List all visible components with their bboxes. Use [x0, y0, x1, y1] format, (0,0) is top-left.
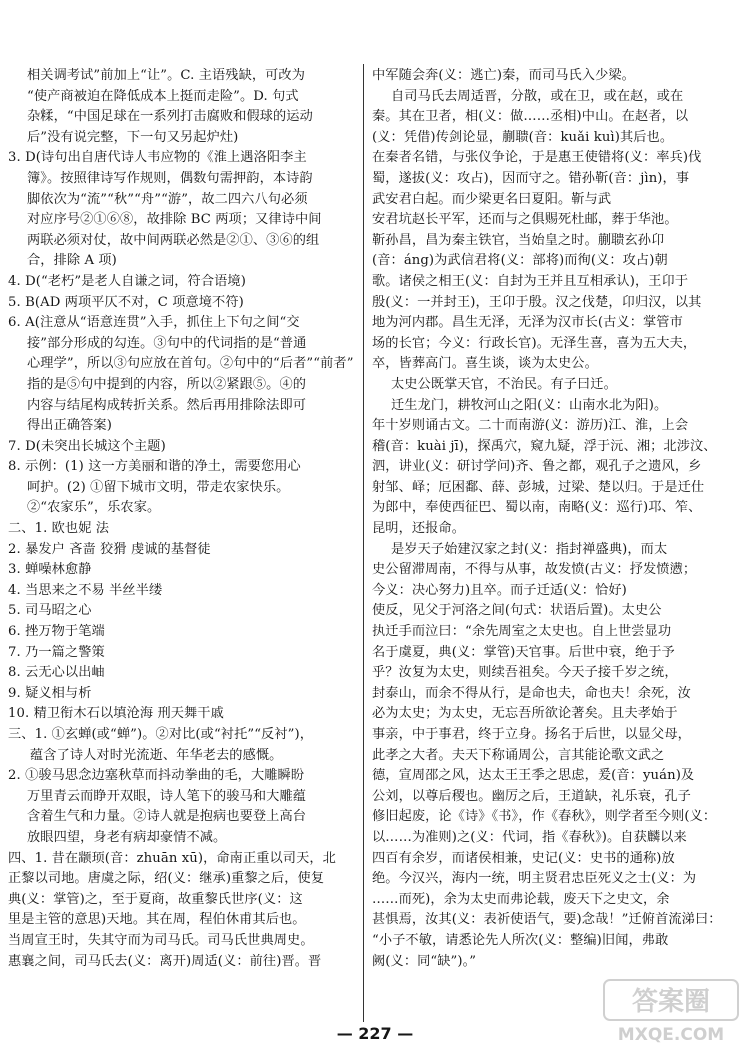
text-line: (义：凭借)传剑论显，蒯聩(音：kuǎi kuì)其后也。	[372, 129, 674, 145]
text-line: 武安君白起。而少梁更名曰夏阳。靳与武	[372, 191, 612, 207]
text-line: 稽(音：kuài jī)，探禹穴，窥九疑，浮于沅、湘；北涉汶、	[372, 438, 717, 454]
text-line: 歌。诸侯之相王(义：自封为王并且互相承认)，王卬于	[372, 273, 689, 289]
text-line: 执迁手而泣曰：“余先周室之太史也。自上世尝显功	[372, 624, 672, 640]
text-line: 阙(义：同“缺”)。”	[372, 953, 477, 969]
text-line: 5. 司马昭之心	[8, 603, 92, 619]
text-line: 5. B(AD 两项平仄不对，C 项意境不符)	[8, 294, 244, 310]
text-line: 指的是⑤句中提到的内容，所以②紧跟⑤。④的	[27, 376, 307, 392]
text-line: 呵护。(2) ①留下城市文明，带走农家快乐。	[27, 479, 290, 495]
watermark-url: MXQE.COM	[617, 1025, 725, 1045]
text-line: 名于虞夏，典(义：掌管)天官事。后世中衰，绝于予	[372, 644, 675, 660]
text-line: 心理学”，所以③句应放在首句。②句中的“后者”“前者”	[27, 356, 354, 372]
text-line: 今义：决心努力)且卒。而子迁适(义：恰好)	[372, 582, 627, 598]
text-line: 6. 挫万物于笔端	[8, 624, 105, 640]
text-line: ……而死)，余为太史而弗论载，废天下之史文，余	[372, 891, 670, 907]
text-line: 3. 蝉噪林愈静	[8, 562, 92, 578]
text-line: 德，宣周邵之风，达太王王季之思虑，爰(音：yuán)及	[372, 768, 695, 784]
text-line: 在秦者名错，与张仪争论，于是惠王使错将(义：率兵)伐	[372, 150, 702, 166]
text-line: 放眼四望，身老有病却豪情不减。	[27, 829, 227, 845]
text-line: 两联必须对仗，故中间两联必然是②①、③⑥的组	[27, 232, 320, 248]
text-line: 太史公既掌天官，不治民。有子曰迁。	[391, 376, 617, 392]
text-line: 万里青云而睁开双眼，诗人笔下的骏马和大雕蕴	[27, 788, 307, 804]
text-line: 内容与结尾构成转折关系。然后再用排除法即可	[27, 397, 307, 413]
text-line: 脚依次为“流”“秋”“舟”“游”，故二四六八句必须	[27, 191, 308, 207]
page-number: — 227 —	[336, 1024, 414, 1043]
text-line: 杂糅，“中国足球在一系列打击腐败和假球的运动	[27, 109, 313, 125]
text-line: 卒，皆葬高门。喜生谈，谈为太史公。	[372, 356, 598, 372]
text-line: 合，排除 A 项)	[27, 253, 117, 269]
text-line: 事亲，中于事君，终于立身。扬名于后世，以显父母，	[372, 727, 691, 742]
text-line: 8. 示例：(1) 这一方美丽和谐的净土，需要您用心	[8, 459, 301, 475]
text-line: 2. ①骏马思念边塞秋草而抖动拳曲的毛，大雕瞬盼	[8, 768, 305, 784]
text-line: 为郎中，奉使西征巴、蜀以南，南略(义：巡行)邛、笮、	[372, 500, 702, 516]
right-column	[372, 66, 744, 972]
text-line: 相关调考试”前加上“让”。C. 主语残缺，可改为	[27, 68, 306, 83]
text-line: 后”没有说完整，下一句又另起炉灶)	[27, 129, 239, 145]
text-line: 对应序号②①⑥⑧，故排除 BC 两项；又律诗中间	[27, 212, 322, 228]
text-line: 二、1. 欧也妮 法	[8, 521, 110, 537]
text-line: 3. D(诗句出自唐代诗人韦应物的《淮上遇洛阳李主	[8, 150, 307, 166]
text-line: 四百有余岁，而诸侯相兼，史记(义：史书的通称)放	[372, 850, 675, 866]
text-line: 迁生龙门，耕牧河山之阳(义：山南水北为阳)。	[391, 397, 668, 413]
watermark-logo	[600, 974, 742, 1046]
text-line: 公刘，以尊后稷也。幽厉之后，王道缺，礼乐衰，孔子	[372, 788, 691, 804]
text-line: 史公留滞周南，不得与从事，故发愤(古义：抒发愤懑；	[372, 562, 697, 578]
text-line: 此孝之大者。夫天下称诵周公，言其能论歌文武之	[372, 747, 665, 763]
text-line: 4. 当思来之不易 半丝半缕	[8, 582, 163, 598]
text-line: 中军随会奔(义：逃亡)秦，而司马氏入少梁。	[372, 68, 635, 83]
text-line: 当周宣王时，失其守而为司马氏。司马氏世典周史。	[8, 932, 314, 948]
text-line: 昆明，还报命。	[372, 521, 466, 537]
text-line: 修旧起废，论《诗》《书》，作《春秋》，则学者至今则(义：	[372, 809, 717, 825]
text-line: “使产商被迫在降低成本上挺而走险”。D. 句式	[27, 88, 299, 104]
text-line: 地为河内郡。昌生无泽，无泽为汉市长(古义：掌管市	[372, 315, 683, 331]
text-line: 三、1. ①玄蝉(或“蝉”)。②对比(或“衬托”“反衬”)，	[8, 727, 313, 742]
text-line: 封泰山，而余不得从行，是命也夫，命也夫！余死，汝	[372, 685, 691, 701]
text-line: 绝。今汉兴，海内一统，明主贤君忠臣死义之士(义：为	[372, 871, 697, 887]
text-line: 蜀，遂拔(义：攻占)，因而守之。错孙靳(音：jìn)，事	[372, 170, 690, 186]
text-line: 7. 乃一篇之警策	[8, 644, 105, 660]
text-line: 安君坑赵长平军，还而与之俱赐死杜邮，葬于华池。	[372, 212, 678, 228]
text-line: 典(义：掌管)之，至于夏商，故重黎氏世序(义：这	[8, 891, 303, 907]
text-line: 是岁天子始建汉家之封(义：指封禅盛典)，而太	[391, 541, 668, 557]
text-line: 使反，见父于河洛之间(句式：状语后置)。太史公	[372, 603, 662, 619]
text-line: 簿》。按照律诗写作规则，偶数句需押韵，本诗韵	[27, 170, 313, 186]
text-line: 含着生气和力量。②诗人就是抱病也要登上高台	[27, 809, 307, 825]
text-line: 惠襄之间，司马氏去(义：离开)周适(义：前往)晋。晋	[8, 953, 322, 969]
text-line: 得出正确答案)	[27, 418, 112, 434]
column-divider	[363, 64, 364, 1022]
text-line: 接”部分形成的勾连。③句中的代词指的是“普通	[27, 335, 307, 351]
text-line: ②“农家乐”，乐农家。	[27, 500, 161, 516]
text-line: 正黎以司地。唐虞之际，绍(义：继承)重黎之后，使复	[8, 871, 325, 887]
text-line: 靳孙昌，昌为秦主铁官，当始皇之时。蒯聩玄孙卬	[372, 232, 665, 248]
left-column	[8, 66, 354, 972]
text-line: 10. 精卫衔木石以填沧海 刑天舞干戚	[8, 706, 224, 722]
text-line: 场的长官；今义：行政长官)。无泽生喜，喜为五大夫，	[372, 335, 697, 351]
text-line: 四、1. 昔在颛顼(音：zhuān xū)，命南正重以司天，北	[8, 850, 336, 866]
text-line: 必为太史；为太史，无忘吾所欲论著矣。且夫孝始于	[372, 706, 678, 722]
text-line: 2. 暴发户 吝啬 狡猾 虔诚的基督徒	[8, 541, 211, 557]
text-line: “小子不敏，请悉论先人所次(义：整编)旧闻，弗敢	[372, 932, 669, 948]
text-line: 秦。其在卫者，相(义：做……丞相)中山。在赵者，以	[372, 109, 689, 125]
text-line: 以……为准则)之(义：代词，指《春秋》)。自获麟以来	[372, 829, 687, 845]
text-line: 年十岁则诵古文。二十而南游(义：游历)江、淮，上会	[372, 418, 689, 434]
text-line: 泗，讲业(义：研讨学问)齐、鲁之都，观孔子之遗风，乡	[372, 459, 702, 475]
text-line: 里是主管的意思)天地。其在周，程伯休甫其后也。	[8, 912, 306, 928]
text-line: 蕴含了诗人对时光流逝、年华老去的感慨。	[30, 747, 283, 763]
text-line: 自司马氏去周适晋，分散，或在卫，或在赵，或在	[391, 88, 684, 104]
text-line: 乎？汝复为太史，则续吾祖矣。今天子接千岁之统，	[372, 665, 678, 681]
text-line: 9. 疑义相与析	[8, 685, 92, 701]
watermark-title: 答案圈	[631, 987, 711, 1017]
text-line: 射邹、峄；厄困鄱、薛、彭城，过梁、楚以归。于是迁仕	[372, 479, 705, 495]
text-line: (音：áng)为武信君将(义：部将)而徇(义：攻占)朝	[372, 253, 668, 269]
text-line: 4. D(“老朽”是老人自谦之词，符合语境)	[8, 273, 246, 289]
text-line: 8. 云无心以出岫	[8, 665, 105, 681]
text-line: 甚惧焉，汝其(义：表祈使语气，要)念哉！”迁俯首流涕曰：	[372, 912, 722, 928]
text-line: 7. D(未突出长城这个主题)	[8, 438, 166, 454]
text-line: 6. A(注意从“语意连贯”入手，抓住上下句之间“交	[8, 315, 300, 331]
text-line: 殷(义：一并封王)，王卬于殷。汉之伐楚，卬归汉，以其	[372, 294, 702, 310]
